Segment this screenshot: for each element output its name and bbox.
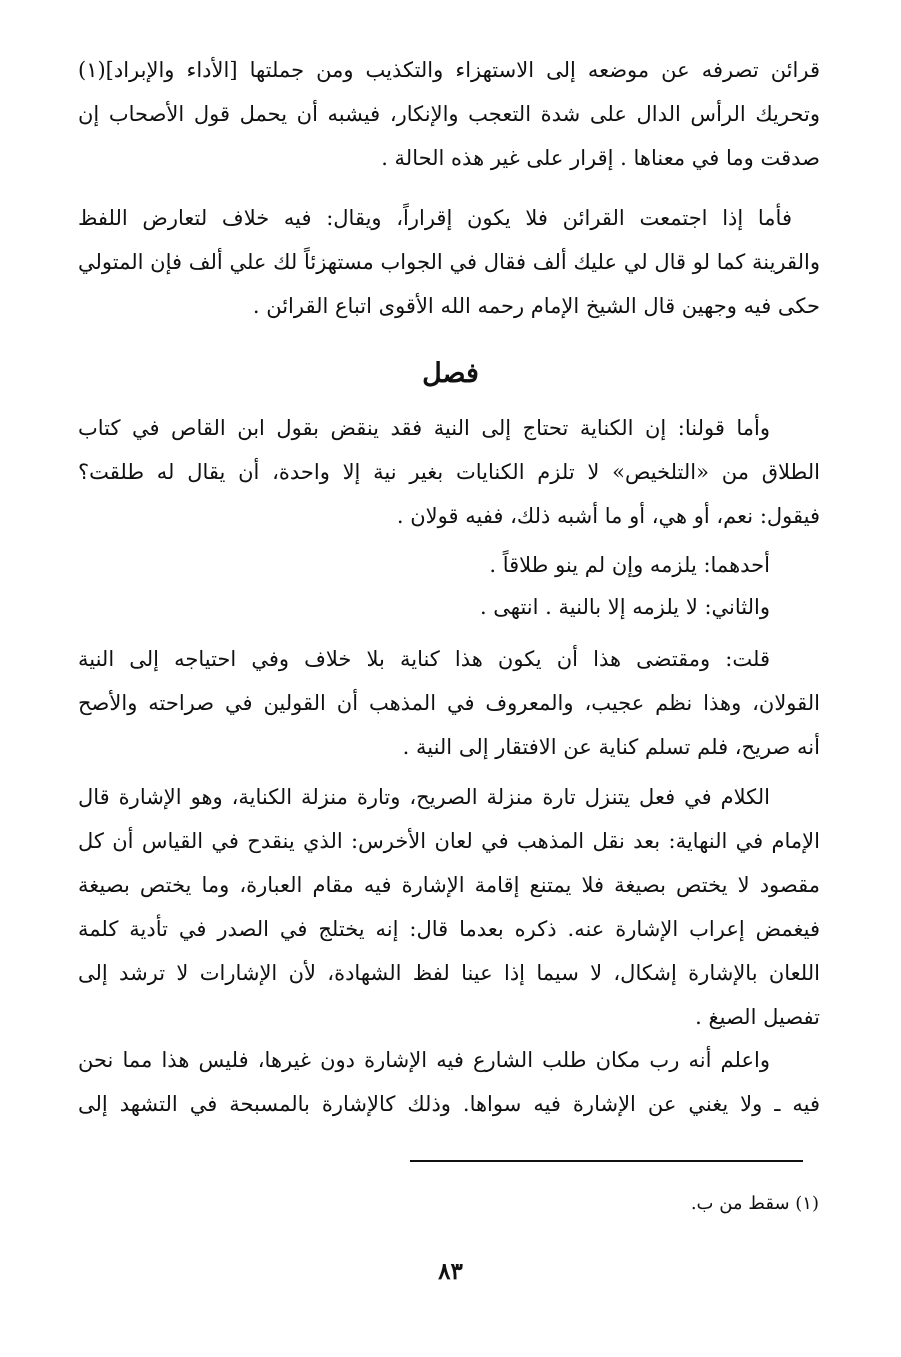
text-line: والقرينة كما لو قال لي عليك ألف فقال في الجواب مستهزئاً لك علي ألف فإن المتولي xyxy=(78,250,820,274)
text-line: الطلاق من «التلخيص» لا تلزم الكنايات بغير نية إلا واحدة، أن يقال له طلقت؟ xyxy=(78,460,820,484)
text-line: قلت: ومقتضى هذا أن يكون هذا كناية بلا خلاف وفي احتياجه إلى النية xyxy=(78,647,770,671)
text-line: فيغمض إعراب الإشارة عنه. ذكره بعدما قال: إنه يختلج في الصدر في تأدية كلمة xyxy=(78,917,820,941)
text-line: صدقت وما في معناها . إقرار على غير هذه الحالة . xyxy=(381,146,820,170)
footnote: (١) سقط من ب. xyxy=(690,1193,819,1214)
paragraph-4 xyxy=(78,543,820,587)
paragraph-7 xyxy=(78,775,820,1039)
text-line: حكى فيه وجهين قال الشيخ الإمام رحمه الله الأقوى اتباع القرائن . xyxy=(252,294,820,318)
text-line: أحدهما: يلزمه وإن لم ينو طلاقاً . xyxy=(489,553,770,577)
text-line: أنه صريح، فلم تسلم كناية عن الافتقار إلى النية . xyxy=(402,735,820,759)
text-line: وأما قولنا: إن الكناية تحتاج إلى النية فقد ينقض بقول ابن القاص في كتاب xyxy=(78,416,770,440)
text-line: الإمام في النهاية: بعد نقل المذهب في لعان الأخرس: الذي ينقدح في القياس أن كل xyxy=(78,829,820,853)
section-heading: فصل xyxy=(422,358,479,389)
footnote-separator xyxy=(410,1160,803,1162)
text-line: والثاني: لا يلزمه إلا بالنية . انتهى . xyxy=(479,595,770,619)
paragraph-2 xyxy=(78,196,820,328)
text-line: تفصيل الصيغ . xyxy=(695,1005,820,1029)
text-line: مقصود لا يختص بصيغة فلا يمتنع إقامة الإشارة فيه مقام العبارة، وما يختص بصيغة xyxy=(78,873,820,897)
paragraph-3 xyxy=(78,406,820,538)
text-line: الكلام في فعل يتنزل تارة منزلة الصريح، وتارة منزلة الكناية، وهو الإشارة قال xyxy=(78,785,770,809)
text-line: وتحريك الرأس الدال على شدة التعجب والإنكار، فيشبه أن يحمل قول الأصحاب إن xyxy=(78,102,820,126)
text-line: القولان، وهذا نظم عجيب، والمعروف في المذهب أن القولين في صراحته والأصح xyxy=(78,691,820,715)
text-line: واعلم أنه رب مكان طلب الشارع فيه الإشارة دون غيرها، فليس هذا مما نحن xyxy=(78,1048,770,1072)
text-line: فيه ـ ولا يغني عن الإشارة فيه سواها. وذلك كالإشارة بالمسبحة في التشهد إلى xyxy=(78,1092,820,1116)
text-line: فيقول: نعم، أو هي، أو ما أشبه ذلك، ففيه قولان . xyxy=(396,504,820,528)
paragraph-1 xyxy=(78,48,820,180)
paragraph-5 xyxy=(78,585,820,629)
text-line: قرائن تصرفه عن موضعه إلى الاستهزاء والتكذيب ومن جملتها [الأداء والإبراد](١) xyxy=(78,58,820,82)
text-line: فأما إذا اجتمعت القرائن فلا يكون إقراراً، ويقال: فيه خلاف لتعارض اللفظ xyxy=(78,206,792,230)
paragraph-6 xyxy=(78,637,820,769)
paragraph-8 xyxy=(78,1038,820,1126)
page-number: ٨٣ xyxy=(438,1258,463,1285)
text-line: اللعان بالإشارة إشكال، لا سيما إذا عينا لفظ الشهادة، لأن الإشارات لا ترشد إلى xyxy=(78,961,820,985)
